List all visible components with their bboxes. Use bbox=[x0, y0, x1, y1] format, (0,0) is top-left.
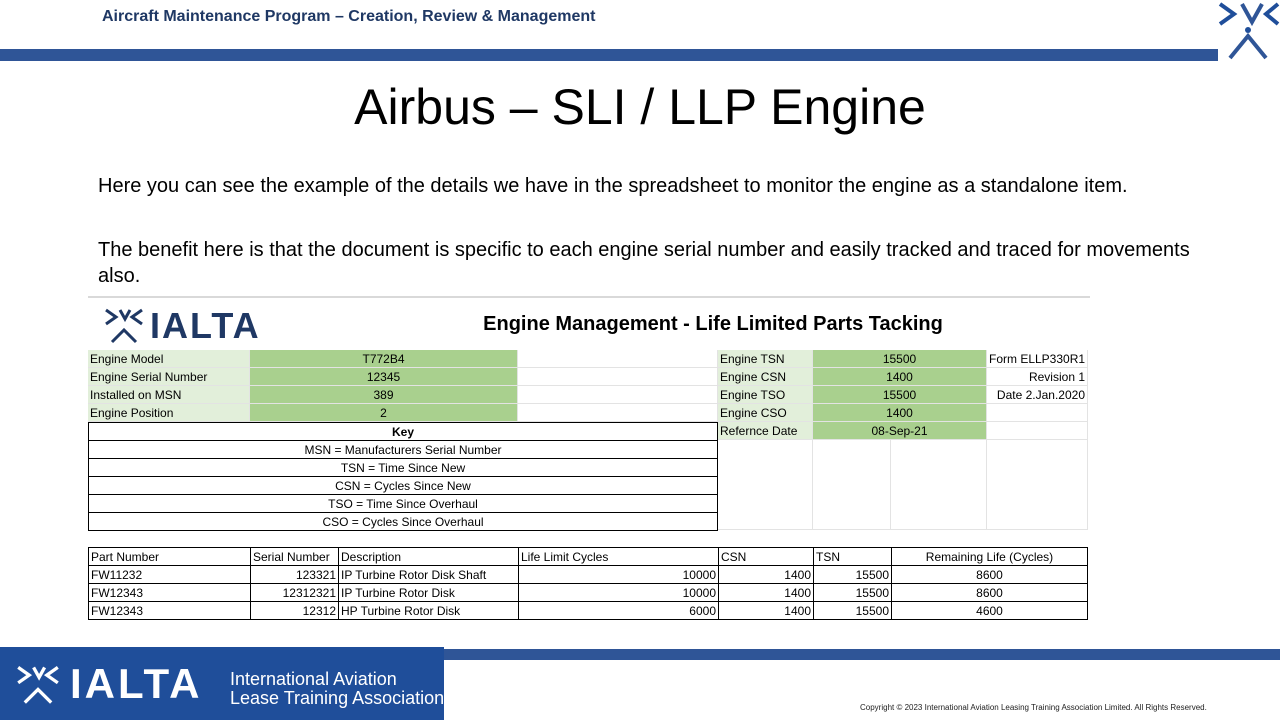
part-number-cell: FW12343 bbox=[89, 584, 251, 602]
remaining-life-cell: 8600 bbox=[892, 566, 1088, 584]
col-header-description: Description bbox=[339, 548, 519, 566]
footer-org-line2: Lease Training Association bbox=[230, 688, 445, 708]
installed-msn-value: 389 bbox=[250, 386, 518, 404]
blank-cell bbox=[518, 350, 718, 368]
engine-model-value: T772B4 bbox=[250, 350, 518, 368]
blank-cell bbox=[518, 404, 718, 422]
installed-msn-label: Installed on MSN bbox=[88, 386, 250, 404]
benefit-paragraph: The benefit here is that the document is specific to each engine serial number and easily tracked and traced for movements also. bbox=[98, 239, 1190, 287]
col-header-remaining-life: Remaining Life (Cycles) bbox=[892, 548, 1088, 566]
life-limit-cell: 6000 bbox=[519, 602, 719, 620]
blank-cell bbox=[718, 440, 813, 530]
blank-cell bbox=[518, 386, 718, 404]
blank-cell bbox=[891, 440, 987, 530]
tsn-cell: 15500 bbox=[814, 602, 892, 620]
sheet-logo bbox=[104, 304, 324, 348]
csn-cell: 1400 bbox=[719, 602, 814, 620]
sheet-title: Engine Management - Life Limited Parts Tacking bbox=[483, 313, 943, 335]
blank-cell bbox=[987, 404, 1088, 422]
description-cell: IP Turbine Rotor Disk Shaft bbox=[339, 566, 519, 584]
engine-position-value: 2 bbox=[250, 404, 518, 422]
remaining-life-cell: 4600 bbox=[892, 602, 1088, 620]
header-bar bbox=[0, 49, 1218, 61]
blank-cell bbox=[518, 368, 718, 386]
footer-org-line1: International Aviation bbox=[230, 669, 397, 689]
key-item: CSO = Cycles Since Overhaul bbox=[88, 513, 718, 531]
reference-date-label: Refernce Date bbox=[718, 422, 813, 440]
engine-cso-value: 1400 bbox=[813, 404, 987, 422]
csn-cell: 1400 bbox=[719, 584, 814, 602]
part-number-cell: FW12343 bbox=[89, 602, 251, 620]
slide-title: Airbus – SLI / LLP Engine bbox=[354, 79, 926, 135]
reference-date-value: 08-Sep-21 bbox=[813, 422, 987, 440]
ialta-logo-icon bbox=[104, 306, 144, 346]
blank-cell bbox=[987, 422, 1088, 440]
engine-serial-value: 12345 bbox=[250, 368, 518, 386]
copyright-text: Copyright © 2023 International Aviation Leasing Training Association Limited. All Rights Reserved. bbox=[860, 703, 1207, 712]
remaining-life-cell: 8600 bbox=[892, 584, 1088, 602]
key-item: MSN = Manufacturers Serial Number bbox=[88, 441, 718, 459]
footer-logo bbox=[0, 647, 444, 720]
col-header-tsn: TSN bbox=[814, 548, 892, 566]
serial-number-cell: 12312321 bbox=[251, 584, 339, 602]
engine-tsn-label: Engine TSN bbox=[718, 350, 813, 368]
engine-cso-label: Engine CSO bbox=[718, 404, 813, 422]
table-row bbox=[89, 566, 1088, 584]
col-header-csn: CSN bbox=[719, 548, 814, 566]
engine-tso-value: 15500 bbox=[813, 386, 987, 404]
form-number: Form ELLP330R1 bbox=[987, 350, 1088, 368]
description-cell: IP Turbine Rotor Disk bbox=[339, 584, 519, 602]
tsn-cell: 15500 bbox=[814, 584, 892, 602]
key-title: Key bbox=[88, 422, 718, 441]
key-item: CSN = Cycles Since New bbox=[88, 477, 718, 495]
blank-cell bbox=[987, 440, 1088, 530]
form-revision: Revision 1 bbox=[987, 368, 1088, 386]
csn-cell: 1400 bbox=[719, 566, 814, 584]
life-limit-cell: 10000 bbox=[519, 584, 719, 602]
parts-table bbox=[88, 547, 1088, 620]
engine-csn-label: Engine CSN bbox=[718, 368, 813, 386]
description-cell: HP Turbine Rotor Disk bbox=[339, 602, 519, 620]
key-item: TSN = Time Since New bbox=[88, 459, 718, 477]
table-row bbox=[89, 602, 1088, 620]
ialta-logo-icon bbox=[16, 663, 60, 707]
part-number-cell: FW11232 bbox=[89, 566, 251, 584]
col-header-serial-number: Serial Number bbox=[251, 548, 339, 566]
header-title: Aircraft Maintenance Program – Creation, Review & Management bbox=[102, 8, 596, 25]
engine-serial-label: Engine Serial Number bbox=[88, 368, 250, 386]
footer-bar bbox=[444, 649, 1280, 660]
blank-cell bbox=[813, 440, 891, 530]
engine-tso-label: Engine TSO bbox=[718, 386, 813, 404]
col-header-part-number: Part Number bbox=[89, 548, 251, 566]
serial-number-cell: 123321 bbox=[251, 566, 339, 584]
life-limit-cell: 10000 bbox=[519, 566, 719, 584]
form-date: Date 2.Jan.2020 bbox=[987, 386, 1088, 404]
engine-tsn-value: 15500 bbox=[813, 350, 987, 368]
ialta-corner-logo-icon bbox=[1216, 0, 1280, 62]
footer-logo-text: IALTA bbox=[70, 660, 203, 707]
engine-model-label: Engine Model bbox=[88, 350, 250, 368]
spreadsheet bbox=[88, 296, 1090, 622]
engine-position-label: Engine Position bbox=[88, 404, 250, 422]
intro-paragraph: Here you can see the example of the details we have in the spreadsheet to monitor the engine as a standalone item. bbox=[98, 175, 1128, 197]
key-item: TSO = Time Since Overhaul bbox=[88, 495, 718, 513]
col-header-life-limit: Life Limit Cycles bbox=[519, 548, 719, 566]
engine-csn-value: 1400 bbox=[813, 368, 987, 386]
serial-number-cell: 12312 bbox=[251, 602, 339, 620]
tsn-cell: 15500 bbox=[814, 566, 892, 584]
sheet-logo-text: IALTA bbox=[150, 305, 261, 346]
table-row bbox=[89, 584, 1088, 602]
